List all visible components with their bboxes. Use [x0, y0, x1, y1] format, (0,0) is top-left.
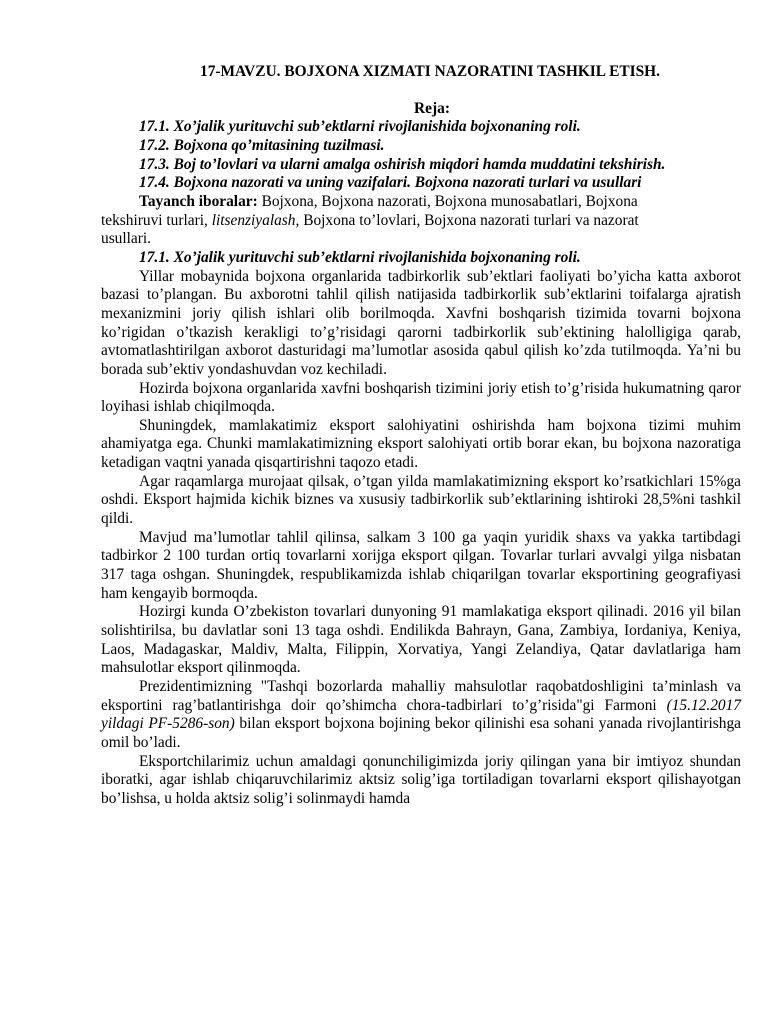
keywords-italic-term: litsenziyalash,: [211, 211, 300, 229]
body-paragraph: Agar raqamlarga murojaat qilsak, o’tgan yilda mamlakatimizning eksport ko’rsatkichlari 15%ga oshdi. Eksport hajmida kichik biznes va xususiy tadbirkorlik sub’ektlarining ishtiroki 28,5%ni tashkil qildi.: [101, 472, 741, 528]
body-paragraph: Shuningdek, mamlakatimiz eksport salohiyatini oshirishda ham bojxona tizimi muhim ahamiyatga ega. Chunki mamlakatimizning eksport salohiyati ortib borar ekan, bu bojxona nazoratiga ketadigan vaqtni yanada qisqartirishni taqozo etadi.: [101, 416, 741, 472]
section-heading: 17.1. Xo’jalik yurituvchi sub’ektlarni rivojlanishida bojxonaning roli.: [139, 248, 581, 266]
body-paragraph: Hozirgi kunda O’zbekiston tovarlari dunyoning 91 mamlakatiga eksport qilinadi. 2016 yil bilan solishtirilsa, bu davlatlar soni 13 taga oshdi. Endilikda Bahrayn, Gana, Zambiya, Iordaniya, Keniya, Laos, Madagaskar, Maldiv, Malta, Filippin, Xorvatiya, Yangi Zelandiya, Qatar davlatlariga ham mahsulotlar eksport qilinmoqda.: [101, 603, 741, 677]
keywords-text-a: Bojxona, Bojxona nazorati, Bojxona munosabatlari, Bojxona tekshiruvi turlari,: [101, 192, 638, 229]
page-title: 17-MAVZU. BOJXONA XIZMATI NAZORATINI TASHKIL ETISH.: [200, 63, 660, 80]
decree-text-b: bilan eksport bojxona bojining bekor qilinishi esa sohani yanada rivojlantirishga omil bo’ladi.: [101, 715, 741, 751]
decree-reference: (15.12.2017 yildagi PF-5286-son): [101, 696, 741, 733]
keywords-paragraph: [101, 193, 741, 249]
body-paragraph-last: Eksportchilarimiz uchun amaldagi qonunchiligimizda joriy qilingan yana bir imtiyoz shundan iboratki, agar ishlab chiqaruvchilarimiz aktsiz solig’iga tortiladigan tovarlarni eksport qilishayotgan bo’lishsa, u holda aktsiz solig’i solinmaydi hamda: [101, 752, 741, 807]
plan-item-3: 17.3. Boj to’lovlari va ularni amalga oshirish miqdori hamda muddatini tekshirish.: [139, 155, 666, 173]
plan-item-4: 17.4. Bojxona nazorati va uning vazifalari. Bojxona nazorati turlari va usullari: [139, 174, 642, 192]
body-paragraph: Mavjud ma’lumotlar tahlil qilinsa, salkam 3 100 ga yaqin yuridik shaxs va yakka tartibdagi tadbirkor 2 100 turdan ortiq tovarlarni xorijga eksport qilgan. Tovarlar turlari avvalgi yilga nisbatan 317 taga oshgan. Shuningdek, respublikamizda ishlab chiqarilgan tovarlar eksportining geografiyasi ham kengayib bormoqda.: [101, 528, 741, 602]
keywords-label: Tayanch iboralar:: [139, 192, 258, 210]
decree-paragraph: [101, 678, 741, 753]
plan-item-1: 17.1. Xo’jalik yurituvchi sub’ektlarni rivojlanishida bojxonaning roli.: [139, 118, 581, 136]
plan-item-2: 17.2. Bojxona qo’mitasining tuzilmasi.: [139, 136, 385, 154]
plan-heading: Reja:: [414, 99, 450, 117]
body-paragraph: Yillar mobaynida bojxona organlarida tadbirkorlik sub’ektlari faoliyati bo’yicha katta axborot bazasi to’plangan. Bu axborotni tahlil qilish natijasida tadbirkorlik sub’ektlarini toifalarga ajratish mexanizmini joriy qilish ishlari olib borilmoqda. Xavfni boshqarish tizimida tovarni bojxona ko’rigidan o’tkazish kerakligi to’g’risidagi qarorni tadbirkorlik sub’ektining halolligiga qarab, avtomatlashtirilgan axborot dasturidagi ma’lumotlar asosida qabul qilish ko’zda tutilmoqda. Ya’ni bu borada sub’ektiv yondashuvdan voz kechiladi.: [101, 267, 741, 378]
keywords-text-b: Bojxona to’lovlari, Bojxona nazorati turlari va nazorat usullari.: [101, 211, 639, 248]
decree-text-a: Prezidentimizning "Tashqi bozorlarda mahalliy mahsulotlar raqobatdoshligini ta’minlash va eksportini rag’batlantirishga doir qo’shimcha chora-tadbirlari to’g’risida"gi Farmoni: [101, 678, 741, 714]
body-paragraph: Hozirda bojxona organlarida xavfni boshqarish tizimini joriy etish to’g’risida hukumatning qaror loyihasi ishlab chiqilmoqda.: [101, 379, 741, 416]
